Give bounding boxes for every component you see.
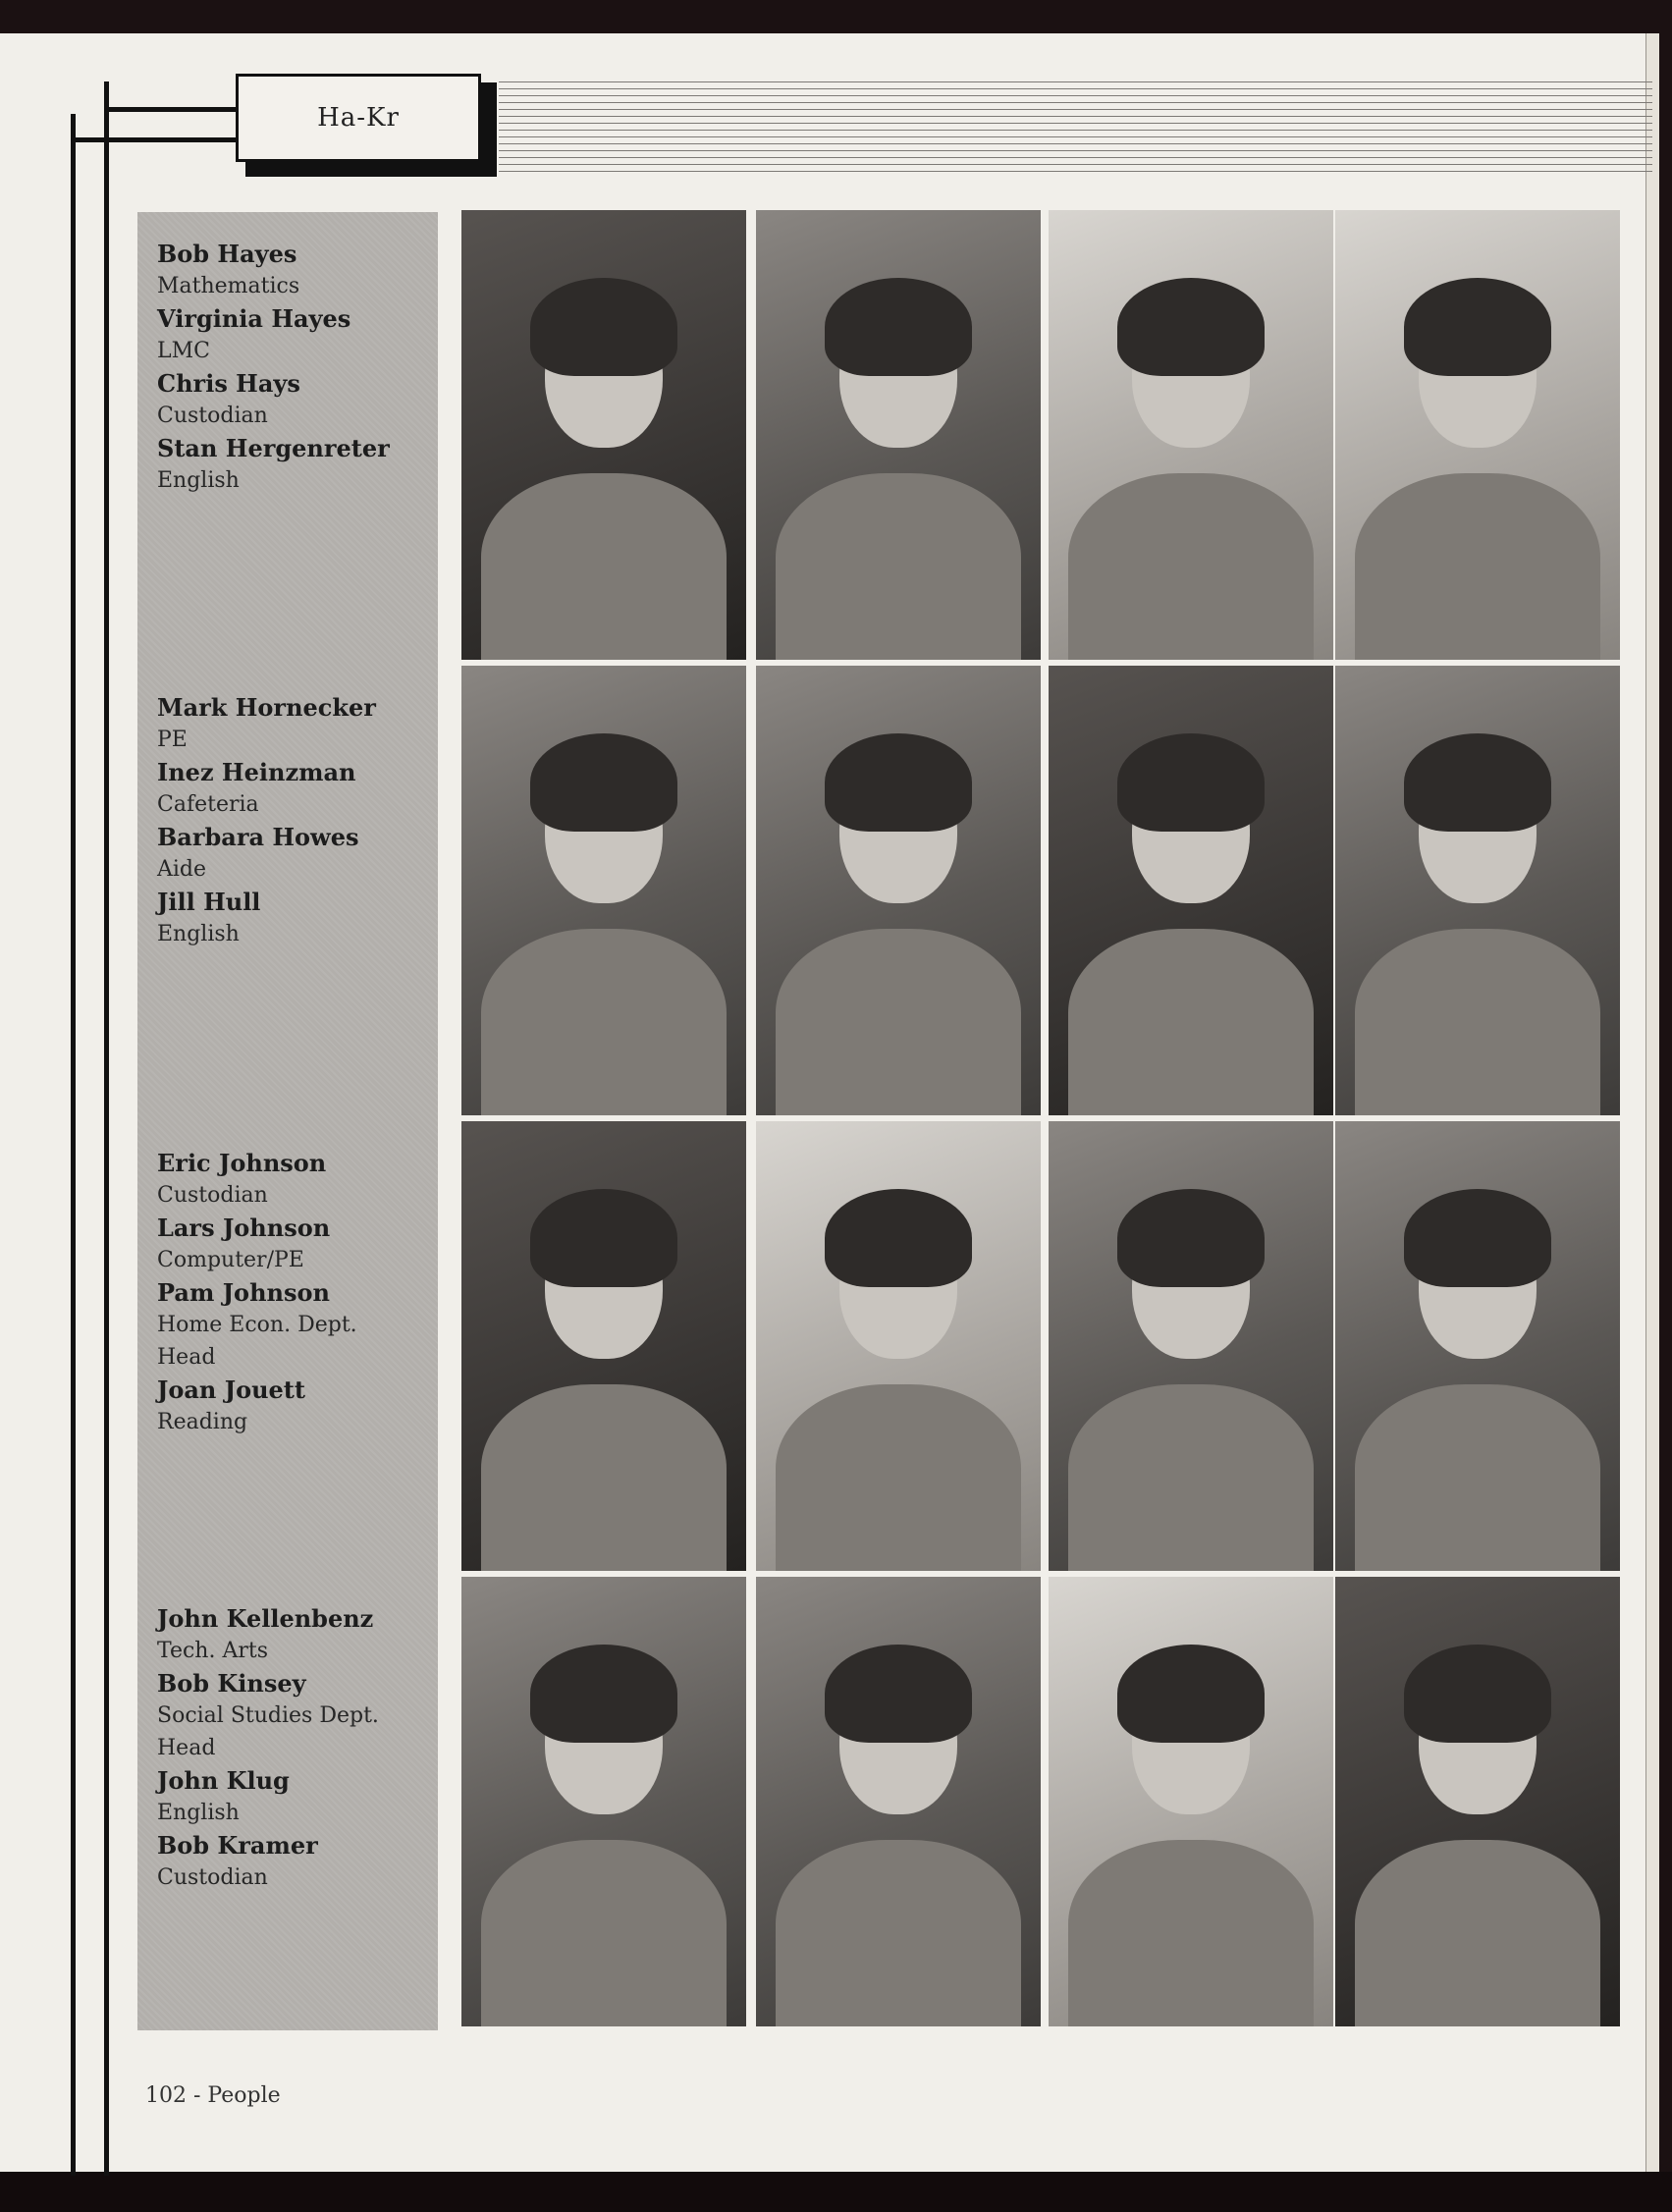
portrait-photo — [1049, 210, 1333, 660]
person-name: Bob Kinsey — [157, 1669, 306, 1698]
person-role: English — [157, 468, 240, 493]
portrait-photo — [756, 1121, 1041, 1571]
person-name: Pam Johnson — [157, 1278, 330, 1307]
frame-connector-inner — [104, 107, 238, 112]
photo-grid — [461, 210, 1620, 2028]
person-role: Social Studies Dept. — [157, 1703, 379, 1728]
section-tab — [236, 74, 481, 162]
person-role: Custodian — [157, 1183, 268, 1208]
person-role: Aide — [157, 857, 207, 882]
person-role: Reading — [157, 1410, 248, 1434]
frame-line-outer — [71, 114, 76, 2176]
person-role-line2: Head — [157, 1345, 216, 1370]
person-role: Computer/PE — [157, 1248, 304, 1272]
person-role: English — [157, 922, 240, 946]
portrait-photo — [1335, 210, 1620, 660]
name-group-3 — [157, 1147, 432, 1438]
name-group-1 — [157, 238, 432, 497]
portrait-photo — [756, 1577, 1041, 2026]
person-role-line2: Head — [157, 1736, 216, 1760]
portrait-photo — [1335, 1577, 1620, 2026]
person-name: Mark Hornecker — [157, 693, 376, 722]
header-ruled-lines — [499, 81, 1652, 176]
person-name: Lars Johnson — [157, 1214, 331, 1242]
person-role: Custodian — [157, 1865, 268, 1890]
person-name: John Kellenbenz — [157, 1604, 374, 1633]
person-role: Home Econ. Dept. — [157, 1313, 357, 1337]
portrait-photo — [461, 210, 746, 660]
person-role: Mathematics — [157, 274, 300, 298]
portrait-photo — [756, 210, 1041, 660]
person-name: Inez Heinzman — [157, 758, 356, 786]
person-name: Virginia Hayes — [157, 304, 351, 333]
person-name: Joan Jouett — [157, 1376, 305, 1404]
person-role: PE — [157, 728, 188, 752]
person-role: Cafeteria — [157, 792, 259, 817]
portrait-photo — [1049, 666, 1333, 1115]
person-name: Bob Hayes — [157, 240, 297, 268]
frame-line-inner — [104, 81, 109, 2176]
portrait-photo — [461, 1121, 746, 1571]
frame-connector-outer — [71, 137, 238, 142]
portrait-photo — [1335, 666, 1620, 1115]
person-role: English — [157, 1801, 240, 1825]
portrait-photo — [756, 666, 1041, 1115]
portrait-photo — [461, 666, 746, 1115]
person-name: Barbara Howes — [157, 823, 359, 851]
name-group-4 — [157, 1602, 432, 1894]
person-name: Stan Hergenreter — [157, 434, 390, 462]
person-name: Chris Hays — [157, 369, 300, 398]
person-name: Jill Hull — [157, 888, 261, 916]
person-name: John Klug — [157, 1766, 290, 1795]
person-role: LMC — [157, 339, 210, 363]
person-role: Custodian — [157, 404, 268, 428]
person-role: Tech. Arts — [157, 1639, 268, 1663]
page-spine-edge — [1645, 33, 1659, 2172]
person-name: Eric Johnson — [157, 1149, 327, 1177]
page-footer: 102 - People — [145, 2083, 281, 2108]
portrait-photo — [461, 1577, 746, 2026]
name-group-2 — [157, 691, 432, 950]
portrait-photo — [1335, 1121, 1620, 1571]
portrait-photo — [1049, 1577, 1333, 2026]
person-name: Bob Kramer — [157, 1831, 318, 1860]
portrait-photo — [1049, 1121, 1333, 1571]
section-tab-label: Ha-Kr — [317, 103, 400, 133]
scan-bottom-border — [0, 2172, 1672, 2212]
